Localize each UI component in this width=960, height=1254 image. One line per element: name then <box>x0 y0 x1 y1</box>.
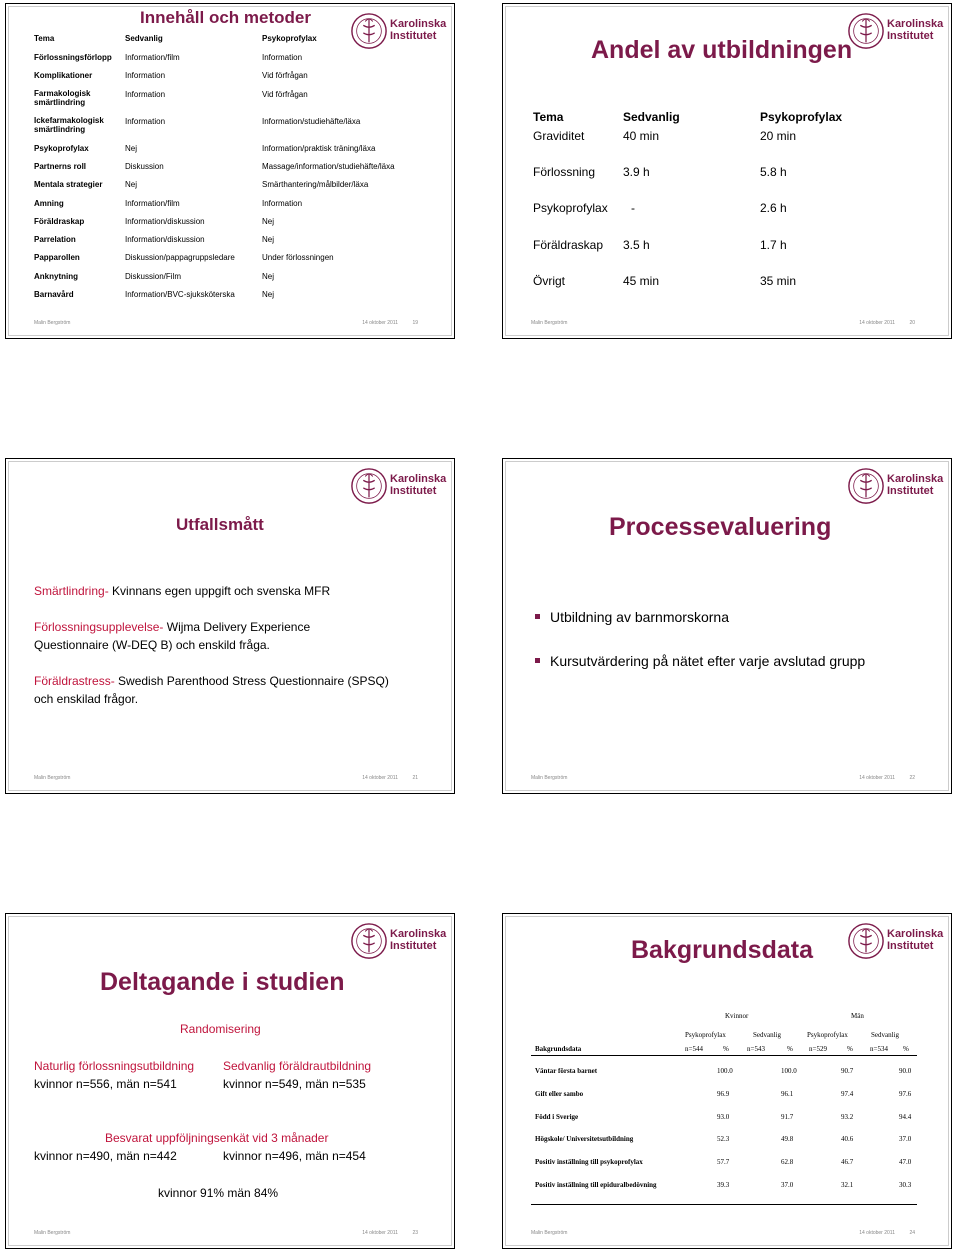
sub-header: Sedvanlig <box>871 1031 899 1039</box>
row-tema: Föräldraskap <box>34 217 85 226</box>
value-cell: 97.6 <box>899 1090 912 1098</box>
n-cell: n=529 <box>809 1045 827 1053</box>
karolinska-logo <box>847 467 943 511</box>
logo-line-1: Karolinska <box>390 928 447 940</box>
value-cell: 96.1 <box>781 1090 794 1098</box>
value-cell: 49.8 <box>781 1135 794 1143</box>
logo-line-2: Institutet <box>390 30 437 42</box>
row-tema: Ickefarmakologisk smärtlindring <box>34 116 104 134</box>
slide-footer <box>34 320 434 330</box>
table-cell: 1.7 h <box>760 238 787 252</box>
row-psykoprofylax: Nej <box>262 235 275 244</box>
outcome-measure: Swedish Parenthood Stress Questionnaire (SPSQ) <box>114 674 389 688</box>
n-cell: n=544 <box>685 1045 703 1053</box>
value-cell: 32.1 <box>841 1181 854 1189</box>
value-cell: 47.0 <box>899 1158 912 1166</box>
karolinska-logo <box>350 922 446 966</box>
row-sedvanlig: Nej <box>125 144 138 153</box>
sub-header: Psykoprofylax <box>685 1031 726 1039</box>
value-cell: 30.3 <box>899 1181 912 1189</box>
bg-table-inner <box>503 914 952 1249</box>
sub-header: Sedvanlig <box>753 1031 781 1039</box>
row-sedvanlig: Information/diskussion <box>125 217 205 226</box>
group-right-heading: Sedvanlig föräldrautbildning <box>223 1059 372 1073</box>
row-tema: Förlossningsförlopp <box>34 53 112 62</box>
col-header: Psykoprofylax <box>760 110 843 124</box>
table-cell: Graviditet <box>533 129 585 143</box>
col-header-psykoprofylax: Psykoprofylax <box>262 34 317 43</box>
value-cell: 91.7 <box>781 1113 794 1121</box>
row-tema: Anknytning <box>34 272 78 281</box>
bullet-item: Kursutvärdering på nätet efter varje avslutad grupp <box>535 653 865 669</box>
value-cell: 37.0 <box>781 1181 794 1189</box>
bullet-square-icon <box>535 614 540 619</box>
karolinska-logo <box>847 12 943 56</box>
table-cell: Övrigt <box>533 274 566 288</box>
value-cell: 97.4 <box>841 1090 854 1098</box>
value-cell: 46.7 <box>841 1158 854 1166</box>
survey-heading: Besvarat uppföljningsenkät vid 3 månader <box>105 1131 329 1145</box>
group-header-man: Män <box>851 1012 864 1020</box>
row-sedvanlig: Diskussion <box>125 162 164 171</box>
logo-line-2: Institutet <box>390 485 437 497</box>
slide-title: Deltagande i studien <box>100 968 345 996</box>
row-psykoprofylax: Massage/information/studiehäfte/läxa <box>262 162 395 171</box>
row-sedvanlig: Nej <box>125 180 138 189</box>
value-cell: 37.0 <box>899 1135 912 1143</box>
slide-22 <box>502 458 952 794</box>
slide-19 <box>5 3 455 339</box>
slide-title: Innehåll och metoder <box>140 8 311 27</box>
slide-number: 19 <box>412 320 418 326</box>
karolinska-seal-icon <box>350 467 388 505</box>
footer-date: 14 oktober 2011 <box>362 1230 398 1236</box>
outcome-label: Förlossningsupplevelse- <box>34 620 164 634</box>
row-psykoprofylax: Smärthantering/målbilder/läxa <box>262 180 369 189</box>
value-cell: 39.3 <box>717 1181 730 1189</box>
row-tema: Parrelation <box>34 235 76 244</box>
footer-author: Malin Bergström <box>34 775 71 781</box>
outcome-measure-cont: Questionnaire (W-DEQ B) och enskild fråga. <box>34 638 270 652</box>
slide-20 <box>502 3 952 339</box>
table-cell: 20 min <box>760 129 797 143</box>
col-header-tema: Tema <box>34 34 55 43</box>
footer-date: 14 oktober 2011 <box>859 320 895 326</box>
outcome-item <box>34 584 330 598</box>
table-cell: 5.8 h <box>760 165 787 179</box>
karolinska-seal-icon <box>847 467 885 505</box>
row-tema: Farmakologisk smärtlindring <box>34 89 91 107</box>
outcome-label: Föräldrastress- <box>34 674 115 688</box>
footer-date: 14 oktober 2011 <box>362 775 398 781</box>
slide-footer <box>531 775 931 785</box>
outcome-measure: Kvinnans egen uppgift och svenska MFR <box>108 584 331 598</box>
row-psykoprofylax: Vid förfrågan <box>262 71 308 80</box>
slide-24 <box>502 913 952 1249</box>
row-sedvanlig: Information <box>125 90 166 99</box>
logo-line-1: Karolinska <box>887 928 944 940</box>
row-sedvanlig: Information/diskussion <box>125 235 205 244</box>
slide-number: 24 <box>909 1230 915 1236</box>
slide-number: 23 <box>412 1230 418 1236</box>
row-tema: Barnavård <box>34 290 74 299</box>
row-label: Positiv inställning till psykoprofylax <box>535 1158 643 1166</box>
value-cell: 90.0 <box>899 1067 912 1075</box>
logo-line-1: Karolinska <box>887 473 944 485</box>
logo-line-2: Institutet <box>390 940 437 952</box>
table-cell: Föräldraskap <box>533 238 604 252</box>
footer-author: Malin Bergström <box>34 1230 71 1236</box>
karolinska-logo <box>350 467 446 511</box>
row-sedvanlig: Information/BVC-sjuksköterska <box>125 290 235 299</box>
footer-author: Malin Bergström <box>531 1230 568 1236</box>
row-tema: Komplikationer <box>34 71 93 80</box>
n-cell: % <box>847 1045 853 1053</box>
survey-left-count: kvinnor n=490, män n=442 <box>34 1149 177 1163</box>
outcome-item <box>34 674 389 688</box>
karolinska-seal-icon <box>350 922 388 960</box>
table-rule <box>531 1055 917 1056</box>
row-psykoprofylax: Under förlossningen <box>262 253 334 262</box>
logo-line-2: Institutet <box>887 30 934 42</box>
footer-date: 14 oktober 2011 <box>859 1230 895 1236</box>
row-psykoprofylax: Information/studiehäfte/läxa <box>262 117 361 126</box>
table-cell: 35 min <box>760 274 797 288</box>
value-cell: 93.0 <box>717 1113 730 1121</box>
row-label: Högskole/ Universitetsutbildning <box>535 1135 634 1143</box>
logo-line-1: Karolinska <box>887 18 944 30</box>
footer-author: Malin Bergström <box>531 775 568 781</box>
logo-line-2: Institutet <box>887 485 934 497</box>
row-sedvanlig: Diskussion/pappagruppsledare <box>125 253 235 262</box>
outcome-measure-cont: och enskilad frågor. <box>34 692 139 706</box>
group-left-heading: Naturlig förlossningsutbildning <box>34 1059 195 1073</box>
logo-line-1: Karolinska <box>390 473 447 485</box>
group-left-count: kvinnor n=556, män n=541 <box>34 1077 177 1091</box>
bullet-square-icon <box>535 658 540 663</box>
slide-title: Andel av utbildningen <box>591 36 853 64</box>
row-header-label: Bakgrundsdata <box>535 1045 582 1053</box>
row-sedvanlig: Information <box>125 71 166 80</box>
footer-author: Malin Bergström <box>34 320 71 326</box>
value-cell: 57.7 <box>717 1158 730 1166</box>
table-cell: 45 min <box>623 274 660 288</box>
value-cell: 40.6 <box>841 1135 854 1143</box>
row-sedvanlig: Information/film <box>125 199 180 208</box>
group-header-kvinnor: Kvinnor <box>725 1012 749 1020</box>
n-cell: n=543 <box>747 1045 765 1053</box>
col-header: Sedvanlig <box>623 110 680 124</box>
slide-23 <box>5 913 455 1249</box>
row-psykoprofylax: Nej <box>262 272 275 281</box>
value-cell: 94.4 <box>899 1113 912 1121</box>
group-right-count: kvinnor n=549, män n=535 <box>223 1077 366 1091</box>
value-cell: 52.3 <box>717 1135 730 1143</box>
row-sedvanlig: Diskussion/Film <box>125 272 182 281</box>
value-cell: 90.7 <box>841 1067 854 1075</box>
slide-footer <box>34 775 434 785</box>
footer-date: 14 oktober 2011 <box>859 775 895 781</box>
col-header-sedvanlig: Sedvanlig <box>125 34 163 43</box>
table-rule <box>531 1204 917 1205</box>
table-cell: 40 min <box>623 129 660 143</box>
karolinska-logo <box>350 12 446 56</box>
slide-footer <box>531 320 931 330</box>
sub-header: Psykoprofylax <box>807 1031 848 1039</box>
n-cell: % <box>787 1045 793 1053</box>
outcome-label: Smärtlindring- <box>34 584 109 598</box>
karolinska-seal-icon <box>350 12 388 50</box>
table-cell: 3.9 h <box>623 165 650 179</box>
logo-line-2: Institutet <box>887 940 934 952</box>
karolinska-seal-icon <box>847 12 885 50</box>
slide-title: Bakgrundsdata <box>631 936 813 964</box>
row-sedvanlig: Information <box>125 117 166 126</box>
logo-line-1: Karolinska <box>390 18 447 30</box>
table-cell: - <box>631 201 635 215</box>
col-header: Tema <box>533 110 564 124</box>
row-label: Gift eller sambo <box>535 1090 584 1098</box>
survey-right-count: kvinnor n=496, män n=454 <box>223 1149 366 1163</box>
row-psykoprofylax: Vid förfrågan <box>262 90 308 99</box>
row-tema: Partnerns roll <box>34 162 87 171</box>
value-cell: 96.9 <box>717 1090 730 1098</box>
slide-footer <box>34 1230 434 1240</box>
n-cell: n=534 <box>870 1045 888 1053</box>
row-psykoprofylax: Nej <box>262 290 275 299</box>
row-tema: Papparollen <box>34 253 80 262</box>
outcome-item <box>34 620 310 634</box>
footer-date: 14 oktober 2011 <box>362 320 398 326</box>
row-psykoprofylax: Nej <box>262 217 275 226</box>
value-cell: 93.2 <box>841 1113 854 1121</box>
footer-author: Malin Bergström <box>531 320 568 326</box>
slide-21 <box>5 458 455 794</box>
row-psykoprofylax: Information/praktisk träning/läxa <box>262 144 376 153</box>
response-rate: kvinnor 91% män 84% <box>158 1186 279 1200</box>
value-cell: 100.0 <box>717 1067 733 1075</box>
table-cell: 2.6 h <box>760 201 787 215</box>
randomisering-label: Randomisering <box>180 1022 261 1036</box>
slide-number: 21 <box>412 775 418 781</box>
row-label: Positiv inställning till epiduralbedövning <box>535 1181 657 1189</box>
slide-number: 22 <box>909 775 915 781</box>
slide-title: Processevaluering <box>609 513 832 541</box>
bullet-item: Utbildning av barnmorskorna <box>535 609 729 625</box>
outcome-measure: Wijma Delivery Experience <box>163 620 311 634</box>
value-cell: 100.0 <box>781 1067 797 1075</box>
slide-footer <box>531 1230 931 1240</box>
row-psykoprofylax: Information <box>262 53 303 62</box>
row-label: Väntar första barnet <box>535 1067 598 1075</box>
n-cell: % <box>723 1045 729 1053</box>
row-tema: Amning <box>34 199 64 208</box>
table-cell: Förlossning <box>533 165 596 179</box>
value-cell: 62.8 <box>781 1158 794 1166</box>
n-cell: % <box>903 1045 909 1053</box>
row-tema: Psykoprofylax <box>34 144 89 153</box>
row-sedvanlig: Information/film <box>125 53 180 62</box>
slide-number: 20 <box>909 320 915 326</box>
row-psykoprofylax: Information <box>262 199 303 208</box>
row-tema: Mentala strategier <box>34 180 103 189</box>
table-cell: Psykoprofylax <box>533 201 608 215</box>
table-cell: 3.5 h <box>623 238 650 252</box>
row-label: Född i Sverige <box>535 1113 579 1121</box>
slide-title: Utfallsmått <box>176 515 264 534</box>
